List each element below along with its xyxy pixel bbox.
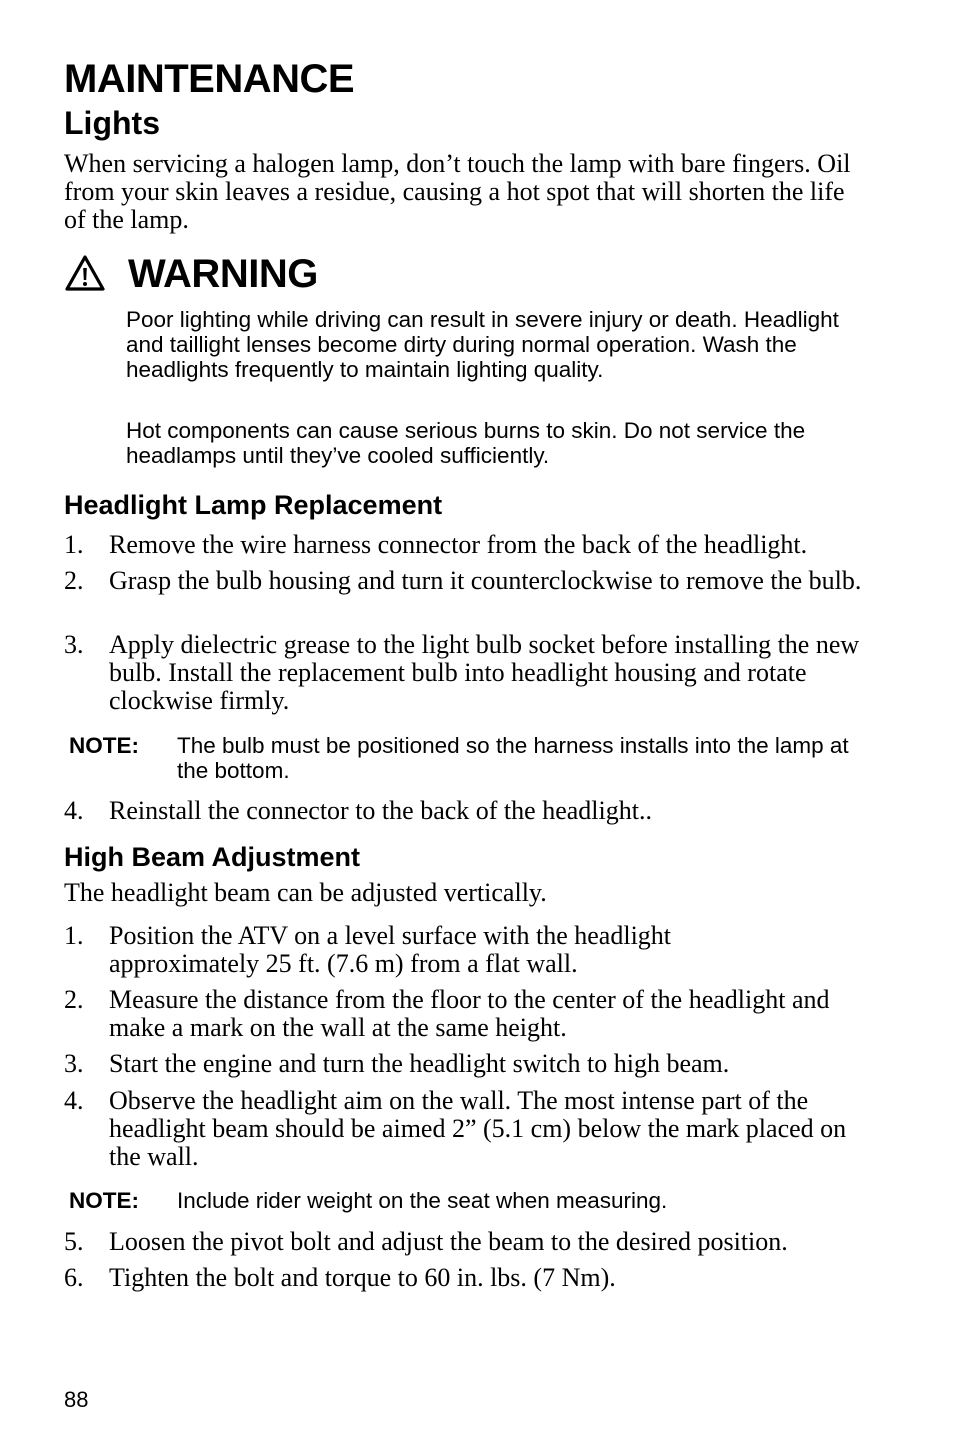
section-title: MAINTENANCE [64,57,355,101]
list-item-text: Start the engine and turn the headlight switch to high beam. [109,1049,730,1078]
note-text: The bulb must be positioned so the harness installs into the lamp at the bottom. [177,733,849,783]
page-number: 88 [64,1387,89,1412]
warning-paragraph: Hot components can cause serious burns to skin. Do not service the headlamps until they’ve cooled sufficiently. [126,418,806,468]
list-item [64,1087,864,1171]
list-item-number: 3. [64,630,84,659]
note [69,733,864,783]
list-item-text: Reinstall the connector to the back of the headlight.. [109,796,652,825]
high-beam-adjustment-heading: High Beam Adjustment [64,842,361,872]
warning-triangle-icon [64,253,106,295]
list-item-text: Measure the distance from the floor to the center of the headlight and make a mark on the wall at the same height. [109,985,830,1042]
note-text: Include rider weight on the seat when measuring. [177,1188,668,1213]
list-item-text: Loosen the pivot bolt and adjust the beam to the desired position. [109,1227,788,1256]
list-item-text: Grasp the bulb housing and turn it counterclockwise to remove the bulb. [109,566,862,595]
warning-paragraph: Poor lighting while driving can result in severe injury or death. Headlight and taillight lenses become dirty during normal operation. Wash the headlights frequently to maintain lighting quality. [126,307,839,382]
list-item-number: 1. [64,530,84,559]
list-item [64,797,864,825]
list-item-text: Tighten the bolt and torque to 60 in. lbs. (7 Nm). [109,1263,616,1292]
list-item [64,631,864,715]
headlight-lamp-replacement-heading: Headlight Lamp Replacement [64,490,443,520]
warning-header [64,248,318,300]
list-item [64,1050,864,1078]
list-item-number: 4. [64,1086,84,1115]
list-item-number: 6. [64,1263,84,1292]
list-item-number: 4. [64,796,84,825]
list-item-text: Apply dielectric grease to the light bulb socket before installing the new bulb. Install the replacement bulb into headlight housing and rotate clockwise firmly. [109,630,860,715]
warning-title: WARNING [128,252,318,296]
list-item [64,1264,864,1292]
list-item-number: 3. [64,1049,84,1078]
note [69,1188,864,1213]
list-item-number: 1. [64,921,84,950]
list-item-text: Position the ATV on a level surface with the headlight approximately 25 ft. (7.6 m) from a flat wall. [109,921,672,978]
list-item-text: Remove the wire harness connector from the back of the headlight. [109,530,808,559]
list-item [64,567,864,595]
high-beam-intro: The headlight beam can be adjusted vertically. [64,878,547,907]
list-item-number: 5. [64,1227,84,1256]
list-item [64,531,864,559]
list-item-number: 2. [64,566,84,595]
list-item [64,1228,864,1256]
list-item-number: 2. [64,985,84,1014]
note-label: NOTE: [69,733,139,758]
list-item [64,922,864,978]
intro-paragraph: When servicing a halogen lamp, don’t touch the lamp with bare fingers. Oil from your skin leaves a residue, causing a hot spot that will shorten the life of the lamp. [64,149,851,234]
note-label: NOTE: [69,1188,139,1213]
list-item-text: Observe the headlight aim on the wall. The most intense part of the headlight beam should be aimed 2” (5.1 cm) below the mark placed on the wall. [109,1086,847,1171]
subsection-title: Lights [64,105,160,141]
list-item [64,986,864,1042]
